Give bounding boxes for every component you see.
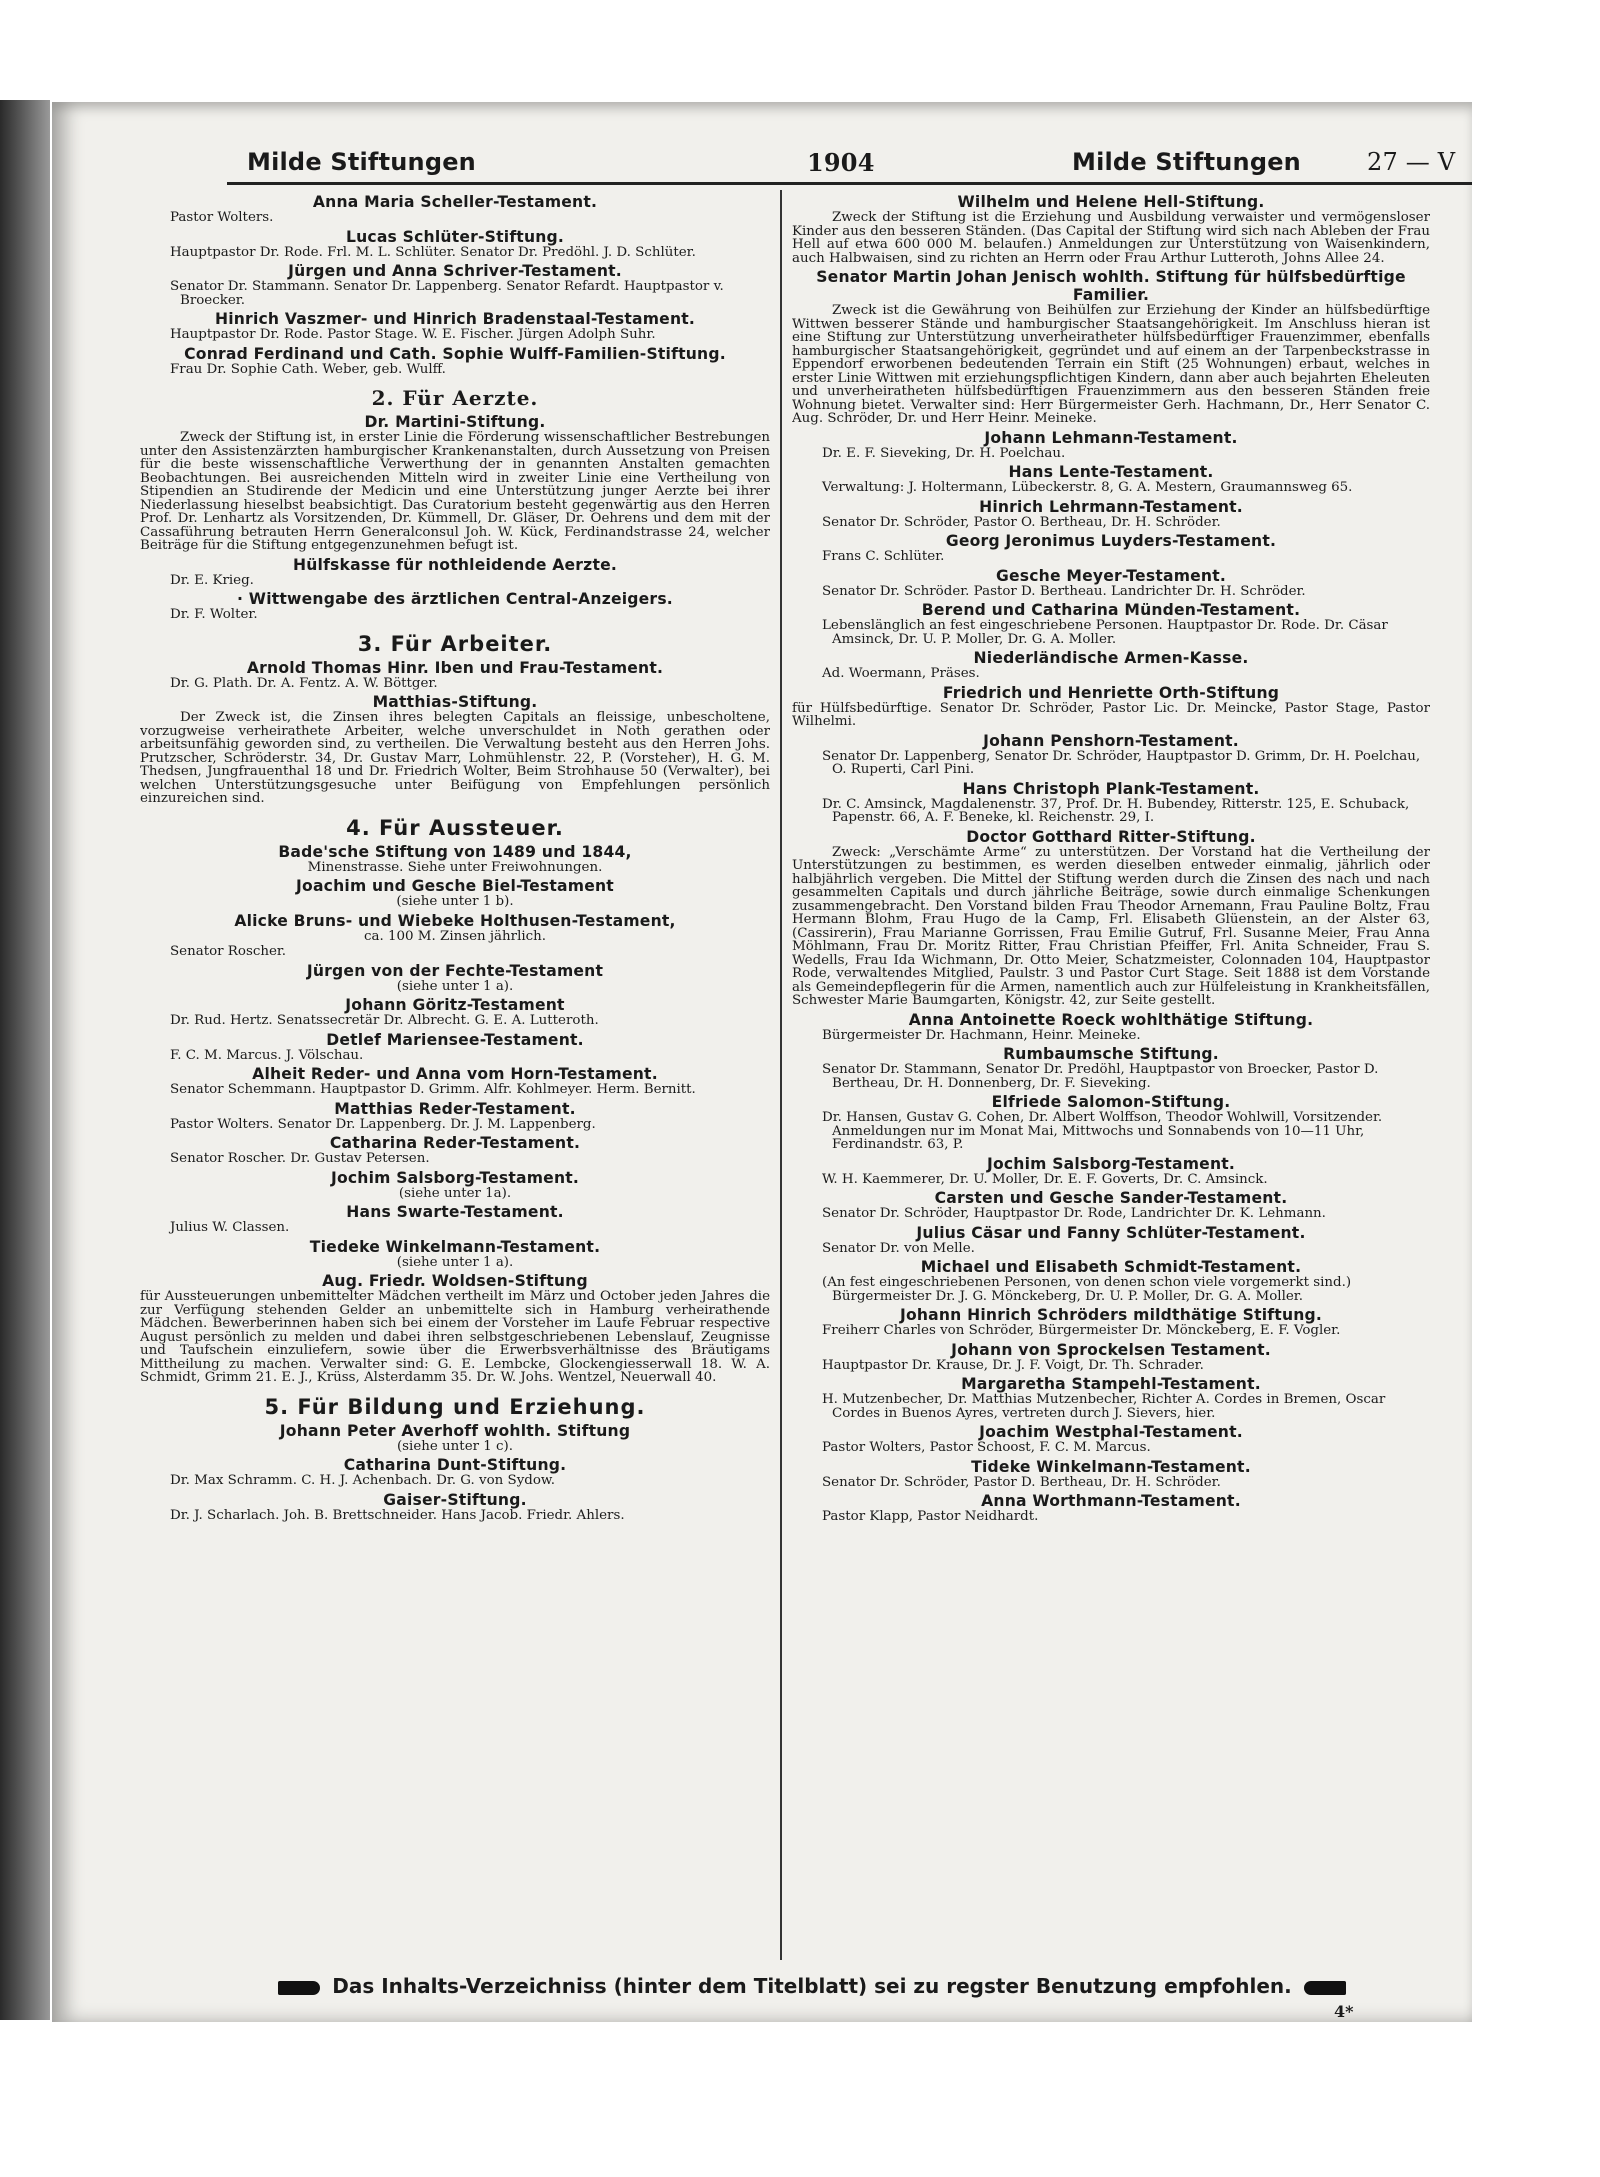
left-column: [140, 190, 770, 1960]
entry-names: H. Mutzenbecher, Dr. Matthias Mutzenbecher, Richter A. Cordes in Bremen, Oscar Cordes in Buenos Ayres, vertreten durch J. Sievers, hier.: [822, 1392, 1386, 1421]
entry-names: Pastor Wolters. Senator Dr. Lappenberg. Dr. J. M. Lappenberg.: [170, 1116, 596, 1132]
entry-names: Dr. Rud. Hertz. Senatssecretär Dr. Albrecht. G. E. A. Lutteroth.: [170, 1013, 599, 1028]
entry-heading: Hinrich Vaszmer- und Hinrich Bradenstaal-Testament.: [214, 310, 696, 328]
entry-heading: Alicke Bruns- und Wiebeke Holthusen-Testament,: [234, 911, 676, 930]
entry-names: Dr. G. Plath. Dr. A. Fentz. A. W. Böttger.: [170, 675, 438, 691]
entry-heading: Johann Lehmann-Testament.: [984, 428, 1238, 447]
entry-names: Verwaltung: J. Holtermann, Lübeckerstr. 8, G. A. Mestern, Graumannsweg 65.: [822, 480, 1353, 495]
entry-heading: Jochim Salsborg-Testament.: [986, 1154, 1236, 1173]
header-year: 1904: [807, 148, 875, 177]
section-heading: 3. Für Arbeiter.: [357, 631, 553, 656]
entry-heading: Lucas Schlüter-Stiftung.: [345, 227, 565, 246]
entry-note: (siehe unter 1 c).: [396, 1438, 514, 1454]
entry-names: W. H. Kaemmerer, Dr. U. Moller, Dr. E. F. Goverts, Dr. C. Amsinck.: [822, 1171, 1268, 1187]
entry-heading: Matthias Reder-Testament.: [334, 1099, 576, 1118]
entry-heading: Catharina Dunt-Stiftung.: [343, 1456, 567, 1474]
entry-heading: Detlef Mariensee-Testament.: [326, 1030, 584, 1049]
footer-notice: [212, 1972, 1412, 2000]
entry-heading: · Wittwengabe des ärztlichen Central-Anzeigers.: [237, 590, 673, 608]
entry-heading: Hülfskasse für nothleidende Aerzte.: [292, 555, 618, 574]
entry-paragraph: für Hülfsbedürftige. Senator Dr. Schröder, Pastor Lic. Dr. Meincke, Pastor Stage, Pastor Wilhelmi.: [792, 700, 1430, 729]
entry-heading: Hans Swarte-Testament.: [346, 1203, 564, 1221]
entry-heading: Tiedeke Winkelmann-Testament.: [309, 1237, 601, 1256]
entry-note: (siehe unter 1 b).: [396, 894, 514, 909]
entry-heading: Dr. Martini-Stiftung.: [364, 413, 546, 431]
entry-heading: Johann Göritz-Testament: [345, 996, 565, 1014]
entry-paragraph: Zweck der Stiftung ist die Erziehung und Ausbildung verwaister und vermögensloser Kinder aus den besseren Ständen. (Das Capital der Stiftung wird sich nach Ableben der Frau Hell auf etwa 600 000 M. belaufen.) Anmeldungen zur Unterstützung von Waisenkindern, auch Halbwaisen, sind zu richten an Herrn oder Frau Arthur Lutteroth, Johns Allee 24.: [792, 210, 1430, 266]
entry-names: Senator Roscher. Dr. Gustav Petersen.: [170, 1151, 430, 1166]
entry-names: Hauptpastor Dr. Krause, Dr. J. F. Voigt, Dr. Th. Schrader.: [822, 1357, 1204, 1373]
entry-note: Minenstrasse. Siehe unter Freiwohnungen.: [307, 859, 603, 875]
entry-names: Senator Dr. Lappenberg, Senator Dr. Schröder, Hauptpastor D. Grimm, Dr. H. Poelchau, O. Ruperti, Carl Pini.: [822, 748, 1421, 777]
entry-heading: Anna Maria Scheller-Testament.: [312, 193, 598, 211]
entry-names: Senator Dr. Stammann, Senator Dr. Predöhl, Hauptpastor von Broecker, Pastor D. Bertheau, Dr. H. Donnenberg, Dr. F. Sieveking.: [822, 1062, 1379, 1091]
entry-heading: Jürgen und Anna Schriver-Testament.: [288, 262, 622, 280]
entry-names: Pastor Wolters.: [170, 210, 274, 225]
entry-names: Frau Dr. Sophie Cath. Weber, geb. Wulff.: [170, 361, 446, 377]
entry-names: Pastor Klapp, Pastor Neidhardt.: [822, 1509, 1039, 1524]
header-page-number: 27 — V: [1367, 148, 1456, 176]
entry-heading: Joachim Westphal-Testament.: [979, 1423, 1243, 1441]
footer-text: Das Inhalts-Verzeichniss (hinter dem Titelblatt) sei zu regster Benutzung empfohlen.: [332, 1974, 1292, 1998]
entry-heading: Doctor Gotthard Ritter-Stiftung.: [966, 827, 1256, 846]
entry-heading: Anna Antoinette Roeck wohlthätige Stiftung.: [908, 1010, 1314, 1029]
entry-heading: Matthias-Stiftung.: [372, 693, 538, 711]
entry-names: Dr. E. F. Sieveking, Dr. H. Poelchau.: [822, 445, 1066, 461]
entry-names: Dr. Hansen, Gustav G. Cohen, Dr. Albert Wolffson, Theodor Wohlwill, Vorsitzender. Anmeldungen nur im Monat Mai, Mittwochs und Sonnabends von 10—11 Uhr, Ferdinandstr. 63, P.: [822, 1110, 1383, 1152]
entry-heading: Michael und Elisabeth Schmidt-Testament.: [920, 1258, 1302, 1276]
entry-heading: Julius Cäsar und Fanny Schlüter-Testament.: [916, 1223, 1306, 1242]
entry-heading: Wilhelm und Helene Hell-Stiftung.: [957, 193, 1265, 211]
entry-heading: Margaretha Stampehl-Testament.: [961, 1375, 1261, 1393]
page-header: [227, 144, 1472, 185]
entry-heading: Niederländische Armen-Kasse.: [973, 649, 1249, 667]
entry-heading: Alheit Reder- und Anna vom Horn-Testament.: [252, 1065, 658, 1083]
pointing-hand-right-icon: [1304, 1981, 1346, 1995]
header-left-title: Milde Stiftungen: [247, 148, 476, 176]
entry-names: Senator Roscher.: [170, 944, 287, 959]
entry-heading: Elfriede Salomon-Stiftung.: [991, 1093, 1231, 1111]
entry-heading: Catharina Reder-Testament.: [329, 1134, 581, 1152]
entry-heading: Friedrich und Henriette Orth-Stiftung: [942, 683, 1280, 702]
entry-names: Pastor Wolters, Pastor Schoost, F. C. M. Marcus.: [822, 1440, 1151, 1455]
entry-names: Freiherr Charles von Schröder, Bürgermeister Dr. Mönckeberg, E. F. Vogler.: [822, 1323, 1341, 1338]
entry-note: ca. 100 M. Zinsen jährlich.: [363, 928, 547, 944]
entry-heading: Joachim und Gesche Biel-Testament: [296, 877, 614, 895]
entry-names: Dr. J. Scharlach. Joh. B. Brettschneider. Hans Jacob. Friedr. Ahlers.: [170, 1507, 625, 1523]
entry-names: Lebenslänglich an fest eingeschriebene Personen. Hauptpastor Dr. Rode. Dr. Cäsar Amsinck, Dr. U. P. Moller, Dr. G. A. Moller.: [822, 618, 1388, 647]
newspaper-page: [52, 102, 1472, 2022]
entry-heading: Johann Penshorn-Testament.: [983, 731, 1239, 750]
entry-paragraph: Der Zweck ist, die Zinsen ihres belegten Capitals an fleissige, unbescholtene, vorzugweise verheirathete Arbeiter, welche unverschuldet in Noth gerathen oder arbeitsunfähig geworden sind, zu vertheilen. Die Verwaltung besteht aus den Herren Johs. Prutzscher, Schröderstr. 34, Dr. Gustav Marr, Lohmühlenstr. 22, P. (Vorsteher), H. G. M. Thedsen, Jungfrauenthal 18 und Dr. Friedrich Wolter, Beim Strohhause 50 (Verwalter), bei welchen Unterstützungsgesuche unter Beifügung von Empfehlungen persönlich einzureichen sind.: [140, 710, 770, 806]
entry-names: Dr. E. Krieg.: [170, 572, 254, 588]
entry-heading: Arnold Thomas Hinr. Iben und Frau-Testament.: [246, 658, 664, 677]
section-heading: 4. Für Aussteuer.: [346, 815, 564, 840]
signature-mark: 4*: [1334, 2002, 1354, 2021]
entry-heading: Johann Hinrich Schröders mildthätige Stiftung.: [899, 1306, 1323, 1324]
entry-names: (An fest eingeschriebenen Personen, von denen schon viele vorgemerkt sind.) Bürgermeister Dr. J. G. Mönckeberg, Dr. U. P. Moller, Dr. G. A. Moller.: [822, 1275, 1352, 1304]
section-heading: 2. Für Aerzte.: [371, 386, 539, 410]
entry-note: (siehe unter 1a).: [398, 1185, 512, 1201]
entry-names: Hauptpastor Dr. Rode. Pastor Stage. W. E. Fischer. Jürgen Adolph Suhr.: [170, 327, 656, 342]
entry-names: Senator Dr. Schröder, Pastor D. Bertheau, Dr. H. Schröder.: [822, 1474, 1221, 1490]
entry-note: (siehe unter 1 a).: [396, 1254, 514, 1270]
entry-paragraph: Zweck: „Verschämte Arme“ zu unterstützen. Der Vorstand hat die Vertheilung der Unterstützungen zu bestimmen, es werden dieselben entweder einmalig, jährlich oder halbjährlich vergeben. Die Mittel der Stiftung werden durch die Zinsen des nach und nach gesammelten Capitals und durch jährliche Beiträge, sowie durch einmalige Schenkungen zusammengebracht. Den Vorstand bilden Frau Theodor Arnemann, Frau Pauline Boltz, Frau Hermann Blohm, Frau Hugo de la Camp, Frl. Elisabeth Glüenstein, an der Alster 63, (Cassirerin), Frau Marianne Gorrissen, Frau Emilie Gutruf, Frl. Susanne Meier, Frau Anna Möhlmann, Frau Dr. Moritz Ritter, Frau Christian Pfeiffer, Frl. Anita Schneider, Frau S. Wedells, Frau Ida Wichmann, Dr. Otto Meier, Schatzmeister, Colonnaden 104, Hauptpastor Rode, verwaltendes Mitglied, Paulstr. 3 und Pastor Curt Stage. Seit 1888 ist dem Vorstande als Gemeindepflegerin für die Armen, namentlich auch zur Hülfeleistung in Krankheitsfällen, Schwester Marie Baumgarten, Königstr. 42, zur Seite gestellt.: [792, 844, 1430, 1008]
entry-names: Senator Dr. Schröder, Hauptpastor Dr. Rode, Landrichter Dr. K. Lehmann.: [822, 1206, 1326, 1221]
entry-names: Frans C. Schlüter.: [822, 549, 945, 564]
entry-names: Hauptpastor Dr. Rode. Frl. M. L. Schlüter. Senator Dr. Predöhl. J. D. Schlüter.: [170, 244, 696, 260]
entry-heading: Senator Martin Johan Jenisch wohlth. Stiftung für hülfsbedürftige Familier.: [816, 268, 1406, 304]
entry-note: (siehe unter 1 a).: [396, 978, 514, 994]
entry-heading: Berend und Catharina Münden-Testament.: [921, 601, 1301, 619]
entry-heading: Conrad Ferdinand und Cath. Sophie Wulff-Familien-Stiftung.: [184, 344, 726, 363]
entry-names: Julius W. Classen.: [170, 1220, 290, 1235]
entry-heading: Hans Christoph Plank-Testament.: [962, 779, 1260, 798]
entry-names: Bürgermeister Dr. Hachmann, Heinr. Meineke.: [822, 1027, 1141, 1043]
entry-heading: Georg Jeronimus Luyders-Testament.: [945, 532, 1277, 550]
entry-names: Senator Dr. Schröder. Pastor D. Bertheau. Landrichter Dr. H. Schröder.: [822, 583, 1306, 599]
entry-names: Senator Dr. Schröder, Pastor O. Bertheau, Dr. H. Schröder.: [822, 514, 1221, 530]
entry-heading: Anna Worthmann-Testament.: [981, 1492, 1241, 1510]
right-column: [792, 190, 1430, 1960]
entry-heading: Carsten und Gesche Sander-Testament.: [934, 1189, 1288, 1207]
entry-heading: Gaiser-Stiftung.: [383, 1490, 527, 1509]
column-divider: [780, 190, 782, 1960]
entry-names: Dr. F. Wolter.: [170, 607, 258, 622]
entry-heading: Jochim Salsborg-Testament.: [330, 1168, 580, 1187]
entry-names: Senator Dr. von Melle.: [822, 1240, 975, 1256]
entry-heading: Hans Lente-Testament.: [1008, 463, 1214, 481]
entry-names: Dr. Max Schramm. C. H. J. Achenbach. Dr. G. von Sydow.: [170, 1473, 556, 1488]
entry-heading: Bade'sche Stiftung von 1489 und 1844,: [278, 842, 632, 861]
entry-heading: Gesche Meyer-Testament.: [995, 566, 1226, 585]
section-heading: 5. Für Bildung und Erziehung.: [264, 1394, 646, 1419]
entry-heading: Johann Peter Averhoff wohlth. Stiftung: [279, 1421, 631, 1440]
entry-heading: Hinrich Lehrmann-Testament.: [979, 497, 1243, 516]
entry-paragraph: für Aussteuerungen unbemittelter Mädchen vertheilt im März und October jeden Jahres die zur Verfügung stehenden Gelder an unbemittelte sich in Hamburg verheirathende Mädchen. Bewerberinnen haben sich bei einem der Vorsteher im Laufe Februar respective August persönlich zu melden und dabei ihren selbstgeschriebenen Lebenslauf, Zeugnisse und Taufschein einzuliefern, sowie über die Erwerbsverhältnisse des Bräutigams Mittheilung zu machen. Verwalter sind: G. E. Lembcke, Glockengiesserwall 18. W. A. Schmidt, Grimm 21. E. J., Krüss, Alsterdamm 35. Dr. W. Johs. Wentzel, Neuerwall 40.: [140, 1289, 770, 1385]
entry-heading: Johann von Sprockelsen Testament.: [951, 1340, 1271, 1359]
entry-heading: Tideke Winkelmann-Testament.: [971, 1457, 1251, 1476]
entry-heading: Jürgen von der Fechte-Testament: [306, 961, 604, 980]
entry-paragraph: Zweck ist die Gewährung von Beihülfen zur Erziehung der Kinder an hülfsbedürftige Wittwen besserer Stände und hamburgischer Staatsangehörigkeit. Im Anschluss hieran ist eine Stiftung zur Unterstützung unverheiratheter hülfsbedürftiger Frauenzimmer, ebenfalls hamburgischer Staatsangehörigkeit, gegründet und auf einem an der Tarpenbeckstrasse in Eppendorf erworbenen bedeutenden Terrain ein Stift (25 Wohnungen) erbaut, welches in erster Linie Wittwen mit erziehungspflichtigen Kindern, dann aber auch bejahrten Eheleuten und unverheiratheten hülfsbedürftigen Frauenzimmern aus den besseren Ständen freie Wohnung bietet. Verwalter sind: Herr Bürgermeister Gerh. Hachmann, Dr., Herr Senator C. Aug. Schröder, Dr. und Herr Heinr. Meineke.: [792, 303, 1430, 426]
entry-names: Senator Schemmann. Hauptpastor D. Grimm. Alfr. Kohlmeyer. Herm. Bernitt.: [170, 1082, 696, 1097]
scan-binding-edge: [0, 100, 50, 2020]
entry-names: Ad. Woermann, Präses.: [822, 666, 980, 681]
pointing-hand-left-icon: [278, 1981, 320, 1995]
entry-names: F. C. M. Marcus. J. Völschau.: [170, 1047, 364, 1063]
entry-heading: Rumbaumsche Stiftung.: [1003, 1045, 1219, 1063]
entry-names: Dr. C. Amsinck, Magdalenenstr. 37, Prof. Dr. H. Bubendey, Ritterstr. 125, E. Schuback, Papenstr. 66, A. F. Beneke, kl. Reichenstr. 29, I.: [822, 796, 1410, 825]
header-right-title: Milde Stiftungen: [1072, 148, 1301, 176]
entry-paragraph: Zweck der Stiftung ist, in erster Linie die Förderung wissenschaftlicher Bestrebungen unter den Assistenzärzten hamburgischer Krankenanstalten, durch Aussetzung von Preisen für die beste wissenschaftliche Verwerthung der in genannten Anstalten gemachten Beobachtungen. Bei ausreichenden Mitteln wird in zweiter Linie eine Vertheilung von Stipendien an Studirende der Medicin und eine Unterstützung junger Aerzte bei ihrer Niederlassung hieselbst beabsichtigt. Das Curatorium besteht gegenwärtig aus den Herren Prof. Dr. Lenhartz als Vorsitzenden, Dr. Kümmell, Dr. Gläser, Dr. Oehrens und dem mit der Cassaführung betrauten Herrn Generalconsul Joh. W. Kück, Ferdinandstrasse 24, welcher Beiträge für die Stiftung entgegenzunehmen befugt ist.: [140, 430, 770, 553]
entry-names: Senator Dr. Stammann. Senator Dr. Lappenberg. Senator Refardt. Hauptpastor v. Broecker.: [170, 279, 724, 308]
entry-heading: Aug. Friedr. Woldsen-Stiftung: [322, 1272, 588, 1290]
